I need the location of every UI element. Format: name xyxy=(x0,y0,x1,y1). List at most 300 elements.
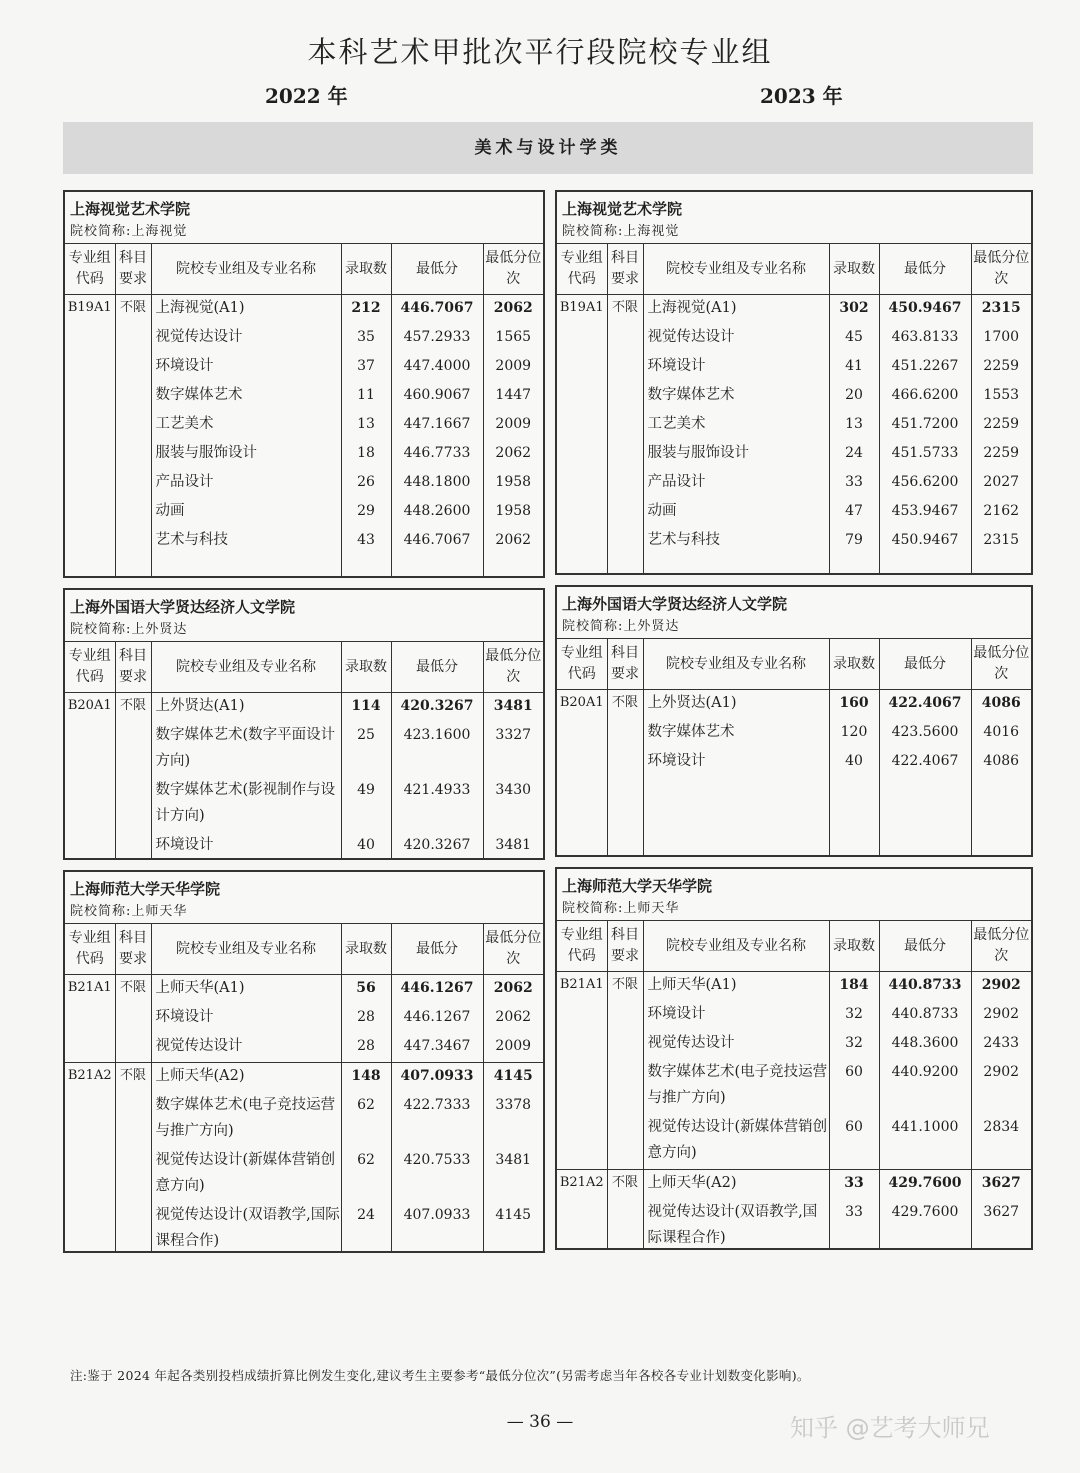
admit-count: 32 xyxy=(845,1035,863,1051)
min-score: 450.9467 xyxy=(891,532,959,548)
major-name: 产品设计 xyxy=(155,474,214,490)
min-rank: 4086 xyxy=(981,695,1021,711)
university-header xyxy=(65,872,543,924)
major-name: 环境设计 xyxy=(647,1006,706,1022)
university-name: 上海视觉艺术学院 xyxy=(562,200,683,218)
table-row xyxy=(65,295,543,557)
header-min-rank: 最低分位次 xyxy=(971,639,1031,690)
major-name: 视觉传达设计(双语教学,国际课程合作) xyxy=(647,1204,818,1246)
university-header xyxy=(65,590,543,642)
min-rank-column xyxy=(971,295,1031,557)
header-subject-req: 科目要求 xyxy=(607,244,643,295)
major-name: 视觉传达设计 xyxy=(155,329,243,345)
header-min-score: 最低分 xyxy=(391,244,483,295)
header-group-code: 专业组代码 xyxy=(557,244,607,295)
filler-cell xyxy=(971,777,1031,857)
table-row xyxy=(557,1170,1031,1251)
section-header: 美术与设计学类 xyxy=(63,122,1033,174)
footnote: 注:鉴于 2024 年起各类别投档成绩折算比例发生变化,建议考生主要参考“最低分位次”(另需考虑当年各校各专业计划数变化影响)。 xyxy=(70,1368,810,1383)
min-rank-column xyxy=(483,975,543,1063)
header-major-name: 院校专业组及专业名称 xyxy=(643,639,829,690)
group-code-text: B20A1 xyxy=(559,695,604,710)
major-name: 视觉传达设计 xyxy=(647,1035,735,1051)
group-code xyxy=(65,693,115,861)
header-major-name: 院校专业组及专业名称 xyxy=(643,921,829,972)
min-score-column xyxy=(879,295,971,557)
header-min-rank: 最低分位次 xyxy=(971,921,1031,972)
group-name: 上师天华(A2) xyxy=(155,1068,245,1084)
subject-requirement-text: 不限 xyxy=(611,695,638,710)
min-rank: 2009 xyxy=(495,416,532,432)
min-rank: 1447 xyxy=(495,387,532,403)
min-score: 448.2600 xyxy=(403,503,471,519)
min-score: 440.8733 xyxy=(891,1006,959,1022)
page-number: — 36 — xyxy=(506,1412,574,1432)
min-rank: 2162 xyxy=(983,503,1020,519)
admit-count: 33 xyxy=(845,1204,863,1220)
admit-count: 37 xyxy=(357,358,375,374)
subject-requirement-text: 不限 xyxy=(119,980,146,995)
admission-table xyxy=(65,642,543,860)
min-score: 407.0933 xyxy=(403,1207,471,1223)
major-name: 数字媒体艺术(影视制作与设计方向) xyxy=(155,782,336,824)
min-score: 420.3267 xyxy=(403,837,471,853)
major-name: 环境设计 xyxy=(647,753,706,769)
min-score: 446.7733 xyxy=(403,445,471,461)
min-rank: 1565 xyxy=(495,329,532,345)
group-code-text: B21A1 xyxy=(559,977,604,992)
min-rank: 1958 xyxy=(495,474,532,490)
major-name: 环境设计 xyxy=(155,837,214,853)
group-name: 上师天华(A1) xyxy=(647,977,737,993)
min-score: 441.1000 xyxy=(891,1119,959,1135)
min-score: 451.5733 xyxy=(891,445,959,461)
min-rank: 2315 xyxy=(981,300,1021,316)
min-rank: 2259 xyxy=(983,416,1020,432)
min-rank: 4145 xyxy=(495,1207,532,1223)
subject-requirement xyxy=(607,690,643,778)
group-code xyxy=(557,295,607,557)
filler-cell xyxy=(557,777,607,857)
major-name: 数字媒体艺术 xyxy=(647,724,735,740)
min-rank: 2433 xyxy=(983,1035,1020,1051)
header-group-code: 专业组代码 xyxy=(65,244,115,295)
admit-count: 41 xyxy=(845,358,863,374)
university-name: 上海外国语大学贤达经济人文学院 xyxy=(562,595,788,613)
subject-requirement-text: 不限 xyxy=(611,300,638,315)
major-name: 环境设计 xyxy=(647,358,706,374)
university-abbreviation: 院校简称:上外贤达 xyxy=(562,619,680,634)
university-header xyxy=(557,587,1031,639)
header-min-score: 最低分 xyxy=(391,642,483,693)
admit-count: 79 xyxy=(845,532,863,548)
min-rank-column xyxy=(483,295,543,557)
header-min-score: 最低分 xyxy=(391,924,483,975)
university-name: 上海师范大学天华学院 xyxy=(562,877,713,895)
min-score: 420.3267 xyxy=(400,698,474,714)
header-admit-count: 录取数 xyxy=(341,924,391,975)
admit-count: 20 xyxy=(845,387,863,403)
admit-count: 212 xyxy=(351,300,381,316)
admit-count-column xyxy=(829,1170,879,1251)
min-rank: 2902 xyxy=(983,1064,1020,1080)
group-code-text: B19A1 xyxy=(559,300,604,315)
filler-cell xyxy=(557,556,607,575)
min-score-column xyxy=(391,693,483,861)
admit-count: 45 xyxy=(845,329,863,345)
year-2022: 2022 年 xyxy=(265,84,348,108)
admit-count: 25 xyxy=(357,727,375,743)
table-row xyxy=(65,693,543,861)
university-name: 上海师范大学天华学院 xyxy=(70,880,221,898)
admit-count: 35 xyxy=(357,329,375,345)
header-subject-req: 科目要求 xyxy=(607,639,643,690)
admit-count: 114 xyxy=(351,698,381,714)
group-code xyxy=(65,295,115,557)
min-rank: 3481 xyxy=(495,1152,532,1168)
group-code xyxy=(557,972,607,1170)
admit-count: 33 xyxy=(845,474,863,490)
header-min-score: 最低分 xyxy=(879,921,971,972)
filler-cell xyxy=(607,556,643,575)
major-name: 视觉传达设计 xyxy=(155,1038,243,1054)
filler-cell xyxy=(643,777,829,857)
watermark: 知乎 @艺考大师兄 xyxy=(790,1414,990,1442)
min-score-column xyxy=(391,975,483,1063)
header-min-score: 最低分 xyxy=(879,639,971,690)
min-rank: 3327 xyxy=(495,727,532,743)
university-block xyxy=(555,585,1033,857)
min-rank-column xyxy=(483,693,543,861)
min-score: 407.0933 xyxy=(400,1068,474,1084)
admit-count: 56 xyxy=(356,980,376,996)
min-score: 447.4000 xyxy=(403,358,471,374)
major-name: 动画 xyxy=(155,503,185,519)
min-rank: 2062 xyxy=(495,532,532,548)
header-group-code: 专业组代码 xyxy=(557,639,607,690)
admit-count: 49 xyxy=(357,782,375,798)
group-name: 上师天华(A2) xyxy=(647,1175,737,1191)
subject-requirement xyxy=(607,295,643,557)
min-rank: 3430 xyxy=(495,782,532,798)
university-abbreviation: 院校简称:上师天华 xyxy=(562,901,680,916)
filler-cell xyxy=(607,777,643,857)
min-rank: 2259 xyxy=(983,358,1020,374)
university-block xyxy=(63,190,545,578)
admit-count: 11 xyxy=(357,387,375,403)
min-rank: 1958 xyxy=(495,503,532,519)
header-admit-count: 录取数 xyxy=(341,642,391,693)
filler-row xyxy=(557,556,1031,575)
subject-requirement xyxy=(607,1170,643,1251)
group-name: 上外贤达(A1) xyxy=(647,695,737,711)
min-score: 466.6200 xyxy=(891,387,959,403)
group-code-text: B19A1 xyxy=(67,300,112,315)
group-code-text: B20A1 xyxy=(67,698,112,713)
min-rank-column xyxy=(483,1063,543,1254)
group-code-text: B21A2 xyxy=(559,1175,604,1190)
header-min-rank: 最低分位次 xyxy=(483,924,543,975)
admit-count: 47 xyxy=(845,503,863,519)
admit-count: 60 xyxy=(845,1119,863,1135)
min-rank: 3627 xyxy=(981,1175,1021,1191)
major-name: 产品设计 xyxy=(647,474,706,490)
university-abbreviation: 院校简称:上海视觉 xyxy=(70,224,188,239)
filler-cell xyxy=(65,556,115,578)
university-name: 上海视觉艺术学院 xyxy=(70,200,191,218)
header-min-rank: 最低分位次 xyxy=(483,244,543,295)
subject-requirement xyxy=(115,693,151,861)
subject-requirement-text: 不限 xyxy=(611,1175,638,1190)
min-score: 463.8133 xyxy=(891,329,959,345)
admit-count: 160 xyxy=(839,695,869,711)
page-title: 本科艺术甲批次平行段院校专业组 xyxy=(307,35,773,69)
admit-count: 13 xyxy=(357,416,375,432)
filler-row xyxy=(557,777,1031,857)
major-name: 视觉传达设计(新媒体营销创意方向) xyxy=(647,1119,828,1161)
header-min-score: 最低分 xyxy=(879,244,971,295)
min-rank: 2062 xyxy=(493,300,533,316)
subject-requirement xyxy=(607,972,643,1170)
min-rank-column xyxy=(971,972,1031,1170)
admit-count: 302 xyxy=(839,300,869,316)
admit-count-column xyxy=(829,690,879,778)
min-rank: 2902 xyxy=(981,977,1021,993)
admit-count-column xyxy=(341,1063,391,1254)
university-abbreviation: 院校简称:上海视觉 xyxy=(562,224,680,239)
min-score: 451.7200 xyxy=(891,416,959,432)
major-name: 艺术与科技 xyxy=(155,532,228,548)
group-name: 上海视觉(A1) xyxy=(647,300,737,316)
min-rank: 3481 xyxy=(493,698,533,714)
admit-count-column xyxy=(341,693,391,861)
major-name: 服装与服饰设计 xyxy=(647,445,749,461)
header-subject-req: 科目要求 xyxy=(115,924,151,975)
min-score: 450.9467 xyxy=(888,300,962,316)
major-name: 数字媒体艺术 xyxy=(155,387,243,403)
year-2023: 2023 年 xyxy=(760,84,843,108)
min-score: 422.4067 xyxy=(888,695,962,711)
admit-count: 26 xyxy=(357,474,375,490)
filler-cell xyxy=(829,556,879,575)
min-score: 422.7333 xyxy=(403,1097,471,1113)
university-name: 上海外国语大学贤达经济人文学院 xyxy=(70,598,296,616)
major-name: 服装与服饰设计 xyxy=(155,445,257,461)
admit-count: 13 xyxy=(845,416,863,432)
major-name: 环境设计 xyxy=(155,1009,214,1025)
admit-count: 43 xyxy=(357,532,375,548)
min-rank: 4016 xyxy=(983,724,1020,740)
min-score: 440.8733 xyxy=(888,977,962,993)
subject-requirement xyxy=(115,975,151,1063)
min-score-column xyxy=(879,972,971,1170)
group-name: 上师天华(A1) xyxy=(155,980,245,996)
admit-count: 32 xyxy=(845,1006,863,1022)
admit-count: 60 xyxy=(845,1064,863,1080)
min-rank: 4145 xyxy=(493,1068,533,1084)
min-score: 429.7600 xyxy=(888,1175,962,1191)
min-score: 447.3467 xyxy=(403,1038,471,1054)
min-score: 446.1267 xyxy=(403,1009,471,1025)
min-score: 440.9200 xyxy=(891,1064,959,1080)
header-admit-count: 录取数 xyxy=(829,921,879,972)
major-name: 数字媒体艺术(电子竞技运营与推广方向) xyxy=(647,1064,828,1106)
min-score: 446.7067 xyxy=(400,300,474,316)
major-name: 视觉传达设计(双语教学,国际课程合作) xyxy=(155,1207,340,1249)
group-code xyxy=(557,1170,607,1251)
header-group-code: 专业组代码 xyxy=(557,921,607,972)
min-score: 460.9067 xyxy=(403,387,471,403)
university-abbreviation: 院校简称:上外贤达 xyxy=(70,622,188,637)
admit-count: 148 xyxy=(351,1068,381,1084)
header-group-code: 专业组代码 xyxy=(65,642,115,693)
major-name: 环境设计 xyxy=(155,358,214,374)
admit-count: 24 xyxy=(357,1207,375,1223)
header-min-rank: 最低分位次 xyxy=(483,642,543,693)
filler-cell xyxy=(643,556,829,575)
subject-requirement-text: 不限 xyxy=(119,300,146,315)
admit-count: 40 xyxy=(845,753,863,769)
min-rank: 2009 xyxy=(495,358,532,374)
header-admit-count: 录取数 xyxy=(829,244,879,295)
group-code xyxy=(65,975,115,1063)
header-admit-count: 录取数 xyxy=(829,639,879,690)
university-header xyxy=(65,192,543,244)
min-score-column xyxy=(391,295,483,557)
min-score: 457.2933 xyxy=(403,329,471,345)
admit-count: 18 xyxy=(357,445,375,461)
major-column xyxy=(151,295,341,557)
filler-cell xyxy=(115,556,151,578)
admit-count: 62 xyxy=(357,1097,375,1113)
major-name: 视觉传达设计 xyxy=(647,329,735,345)
min-score: 446.1267 xyxy=(400,980,474,996)
major-column xyxy=(151,975,341,1063)
admission-table xyxy=(65,244,543,578)
group-code xyxy=(65,1063,115,1254)
header-major-name: 院校专业组及专业名称 xyxy=(151,924,341,975)
subject-requirement xyxy=(115,295,151,557)
major-column xyxy=(643,295,829,557)
header-subject-req: 科目要求 xyxy=(115,642,151,693)
header-subject-req: 科目要求 xyxy=(115,244,151,295)
university-header xyxy=(557,192,1031,244)
major-name: 工艺美术 xyxy=(155,416,214,432)
major-name: 数字媒体艺术(电子竞技运营与推广方向) xyxy=(155,1097,336,1139)
header-major-name: 院校专业组及专业名称 xyxy=(151,244,341,295)
header-group-code: 专业组代码 xyxy=(65,924,115,975)
min-rank: 2062 xyxy=(493,980,533,996)
min-score: 448.3600 xyxy=(891,1035,959,1051)
min-rank: 2062 xyxy=(495,445,532,461)
min-rank: 3627 xyxy=(983,1204,1020,1220)
filler-cell xyxy=(971,556,1031,575)
admit-count: 24 xyxy=(845,445,863,461)
subject-requirement-text: 不限 xyxy=(611,977,638,992)
major-name: 工艺美术 xyxy=(647,416,706,432)
admission-table xyxy=(557,921,1031,1250)
group-code-text: B21A2 xyxy=(67,1068,112,1083)
min-score: 456.6200 xyxy=(891,474,959,490)
min-score-column xyxy=(391,1063,483,1254)
major-name: 动画 xyxy=(647,503,677,519)
university-block xyxy=(555,190,1033,575)
major-column xyxy=(643,690,829,778)
min-rank: 2834 xyxy=(983,1119,1020,1135)
group-name: 上海视觉(A1) xyxy=(155,300,245,316)
min-score-column xyxy=(879,1170,971,1251)
table-row xyxy=(557,972,1031,1170)
admit-count: 184 xyxy=(839,977,869,993)
admit-count: 28 xyxy=(357,1038,375,1054)
filler-cell xyxy=(341,556,391,578)
admit-count: 33 xyxy=(844,1175,864,1191)
min-rank: 2902 xyxy=(983,1006,1020,1022)
major-column xyxy=(151,1063,341,1254)
admission-table xyxy=(557,244,1031,575)
university-block xyxy=(555,867,1033,1250)
header-subject-req: 科目要求 xyxy=(607,921,643,972)
admit-count: 62 xyxy=(357,1152,375,1168)
min-rank: 2009 xyxy=(495,1038,532,1054)
header-admit-count: 录取数 xyxy=(341,244,391,295)
filler-cell xyxy=(151,556,341,578)
university-block xyxy=(63,588,545,860)
min-score: 453.9467 xyxy=(891,503,959,519)
min-score: 420.7533 xyxy=(403,1152,471,1168)
min-rank-column xyxy=(971,1170,1031,1251)
table-row xyxy=(557,690,1031,778)
major-name: 艺术与科技 xyxy=(647,532,720,548)
group-code xyxy=(557,690,607,778)
admit-count-column xyxy=(341,975,391,1063)
min-score: 423.5600 xyxy=(891,724,959,740)
min-rank: 2027 xyxy=(983,474,1020,490)
major-column xyxy=(643,1170,829,1251)
admit-count: 40 xyxy=(357,837,375,853)
subject-requirement xyxy=(115,1063,151,1254)
admit-count: 28 xyxy=(357,1009,375,1025)
filler-cell xyxy=(879,556,971,575)
admit-count: 120 xyxy=(840,724,868,740)
group-code-text: B21A1 xyxy=(67,980,112,995)
major-column xyxy=(151,693,341,861)
major-name: 视觉传达设计(新媒体营销创意方向) xyxy=(155,1152,336,1194)
min-rank: 3378 xyxy=(495,1097,532,1113)
min-rank: 3481 xyxy=(495,837,532,853)
admit-count: 29 xyxy=(357,503,375,519)
min-rank-column xyxy=(971,690,1031,778)
min-rank: 4086 xyxy=(983,753,1020,769)
group-name: 上外贤达(A1) xyxy=(155,698,245,714)
min-score: 451.2267 xyxy=(891,358,959,374)
filler-cell xyxy=(879,777,971,857)
filler-row xyxy=(65,556,543,578)
min-score: 446.7067 xyxy=(403,532,471,548)
university-header xyxy=(557,869,1031,921)
major-name: 数字媒体艺术 xyxy=(647,387,735,403)
min-rank: 1700 xyxy=(983,329,1020,345)
min-score: 447.1667 xyxy=(403,416,471,432)
min-rank: 1553 xyxy=(983,387,1020,403)
min-score: 423.1600 xyxy=(403,727,471,743)
admit-count-column xyxy=(341,295,391,557)
header-min-rank: 最低分位次 xyxy=(971,244,1031,295)
filler-cell xyxy=(829,777,879,857)
subject-requirement-text: 不限 xyxy=(119,1068,146,1083)
min-rank: 2062 xyxy=(495,1009,532,1025)
admit-count-column xyxy=(829,295,879,557)
